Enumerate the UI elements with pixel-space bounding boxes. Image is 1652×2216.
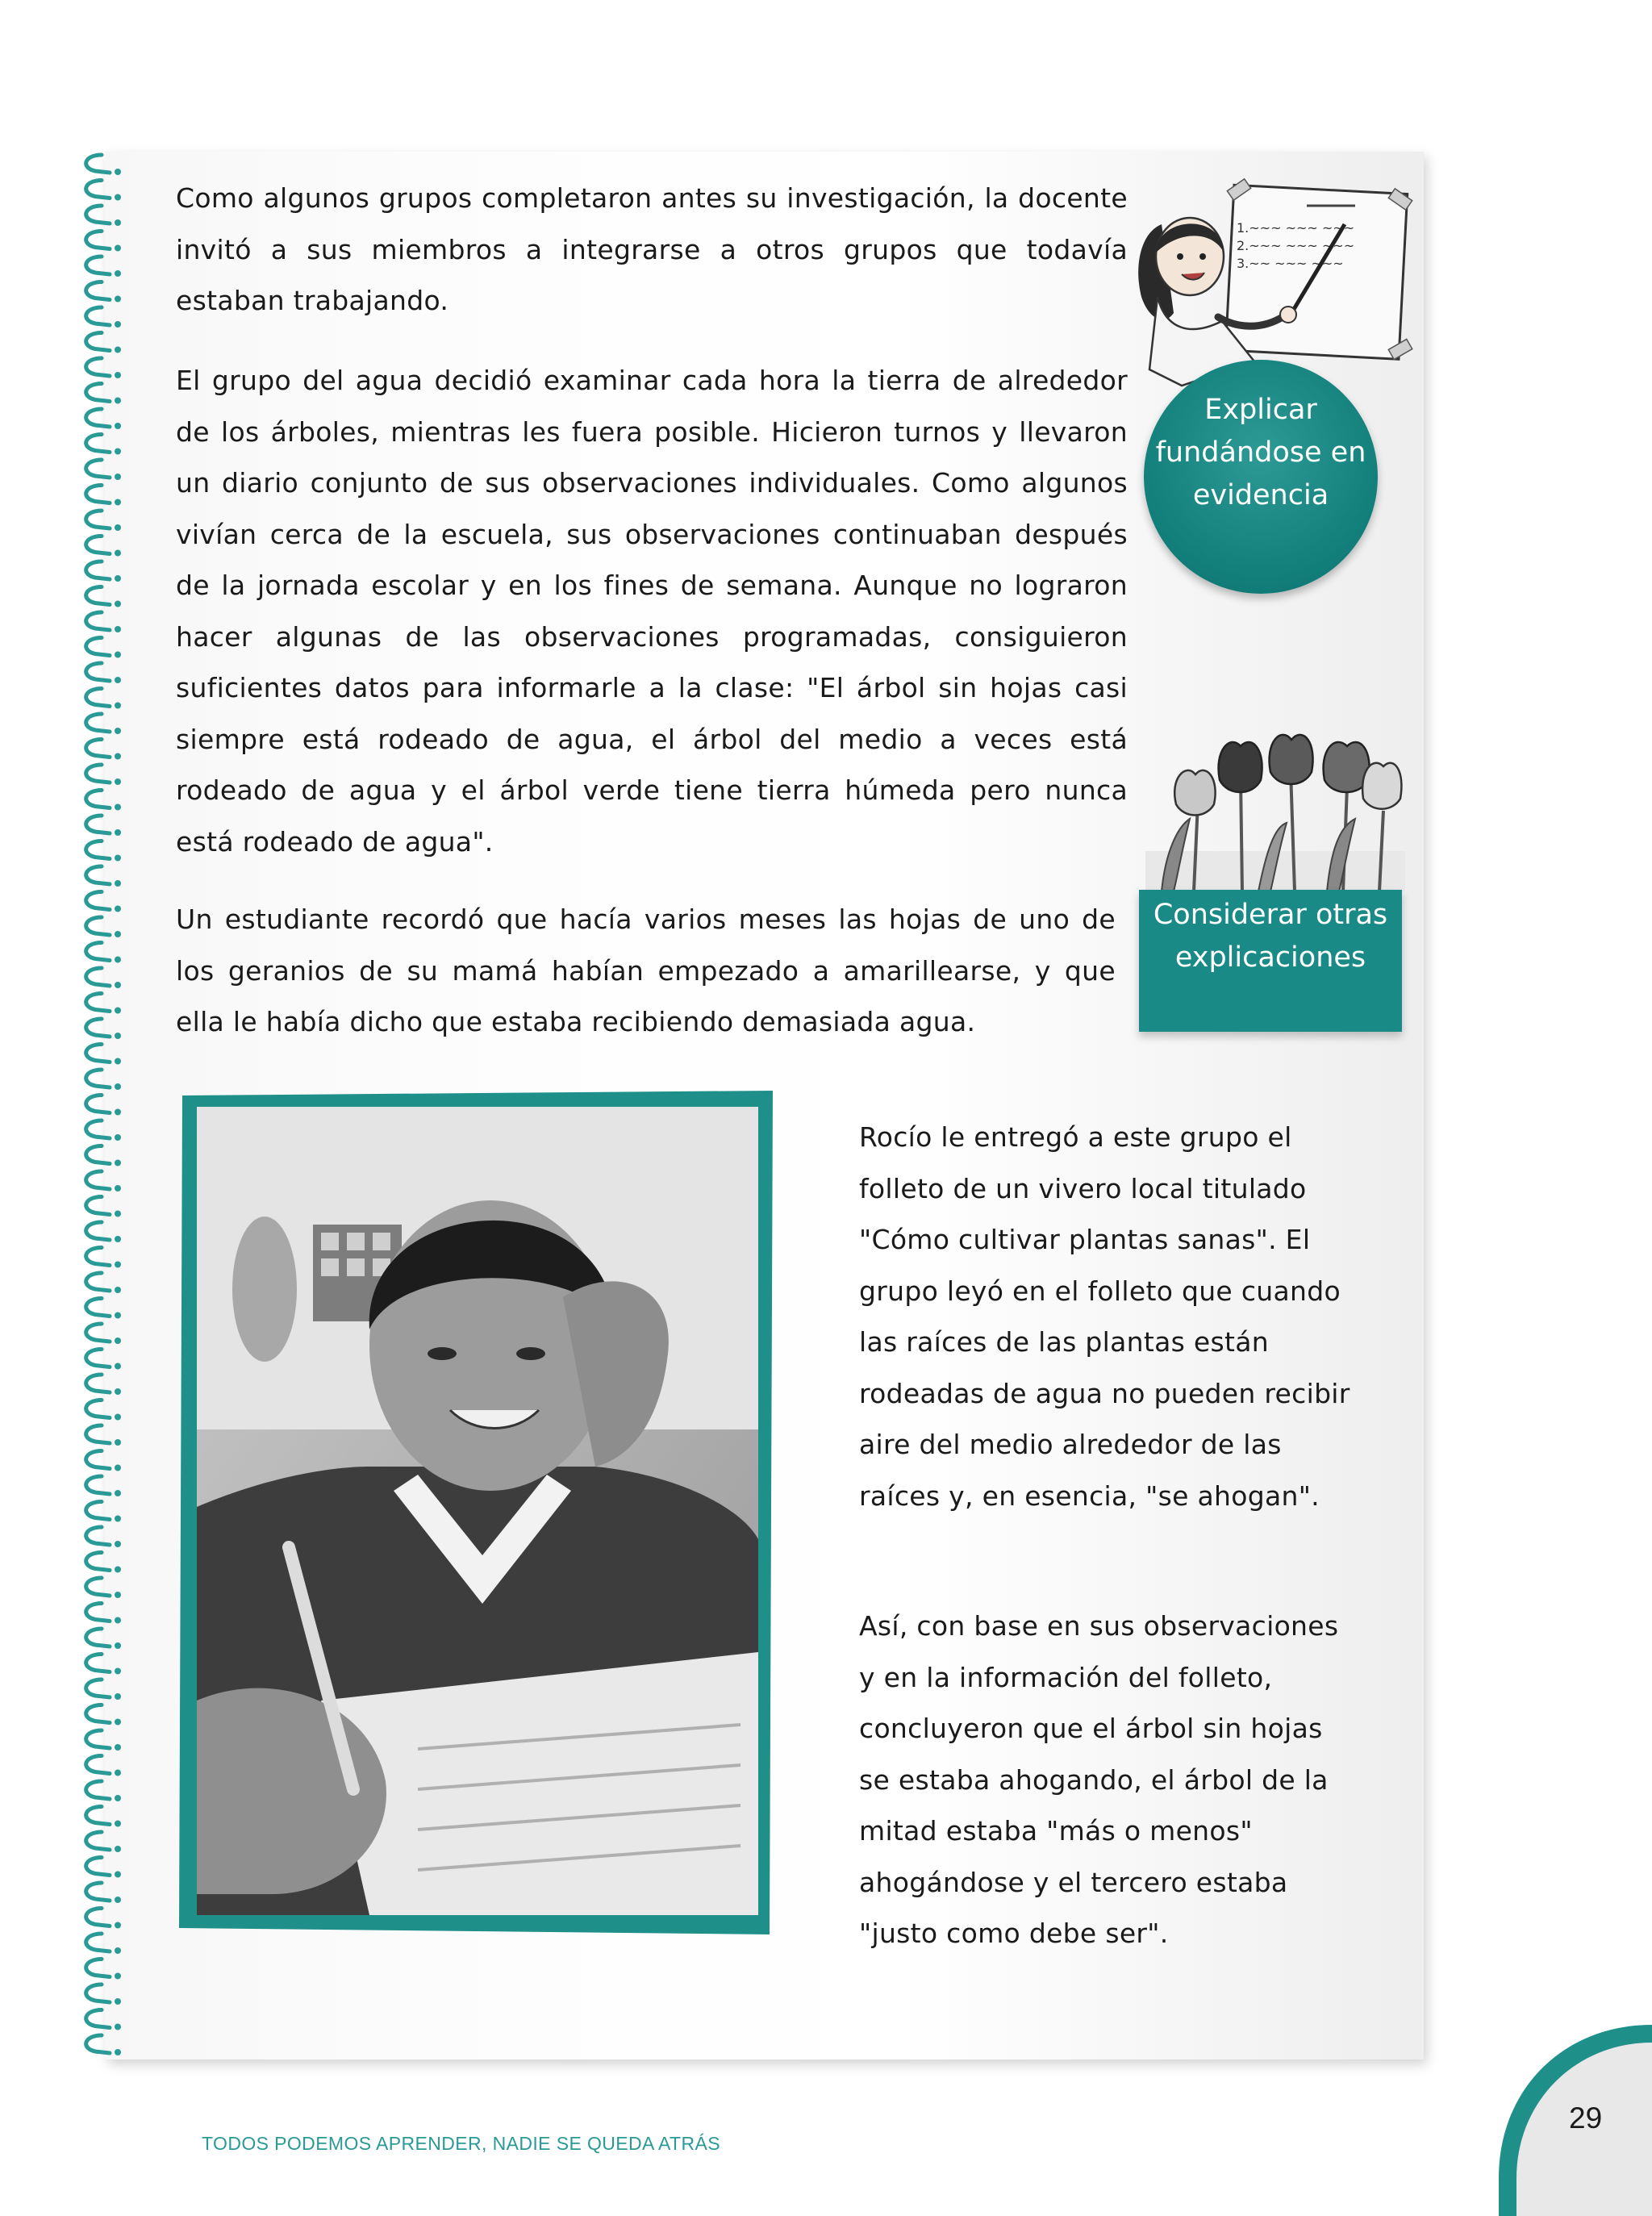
explain-evidence-label: Explicar fundándose en evidencia: [1155, 394, 1366, 511]
svg-text:3.~~ ~~~ ~~~: 3.~~ ~~~ ~~~: [1237, 256, 1344, 271]
student-writing-photo: [176, 1087, 779, 1941]
paragraph-groups-integrating: Como algunos grupos completaron antes su investigación, la docente invitó a sus miembros a integrarse a otros grupos que todavía estaban trabajando.: [176, 182, 1128, 316]
page-number: 29: [1569, 2101, 1603, 2135]
paragraph-geraniums: Un estudiante recordó que hacía varios meses las hojas de uno de los geranios de su mamá habían empezado a amarillearse, y que ella le había dicho que estaba recibiendo demasiada agua.: [176, 904, 1116, 1037]
consider-explanations-label: Considerar otras explicaciones: [1153, 899, 1388, 974]
footer-motto: TODOS PODEMOS APRENDER, NADIE SE QUEDA ATRÁS: [202, 2133, 721, 2154]
paragraph-conclusion: Así, con base en sus observaciones y en la información del folleto, concluyeron que el árbol sin hojas se estaba ahogando, el árbol de la mitad estaba "más o menos" ahogándose y el tercero estaba "justo como debe ser".: [859, 1610, 1339, 1949]
paragraph-nursery-brochure: Rocío le entregó a este grupo el folleto de un vivero local titulado "Cómo cultivar plantas sanas". El grupo leyó en el folleto que cuando las raíces de las plantas están rodeadas de agua no pueden recibir aire del medio alrededor de las raíces y, en esencia, "se ahogan".: [859, 1121, 1350, 1512]
svg-text:2.~~~ ~~~ ~~~: 2.~~~ ~~~ ~~~: [1237, 238, 1355, 253]
spiral-binding-icon: [77, 150, 134, 2062]
paragraph-water-group: El grupo del agua decidió examinar cada hora la tierra de alrededor de los árboles, mientras les fuera posible. Hicieron turnos y llevaron un diario conjunto de sus observaciones individuales. Como algunos vivían cerca de la escuela, sus observaciones continuaban después de la jornada escolar y en los fines de semana. Aunque no lograron hacer algunas de las observaciones programadas, consiguieron suficientes datos para informarle a la clase: "El árbol sin hojas casi siempre está rodeado de agua, el árbol del medio a veces está rodeado de agua y el árbol verde tiene tierra húmeda pero nunca está rodeado de agua".: [176, 365, 1128, 858]
svg-text:1.~~~ ~~~ ~~~: 1.~~~ ~~~ ~~~: [1237, 220, 1355, 236]
tulips-illustration: [1145, 730, 1405, 891]
